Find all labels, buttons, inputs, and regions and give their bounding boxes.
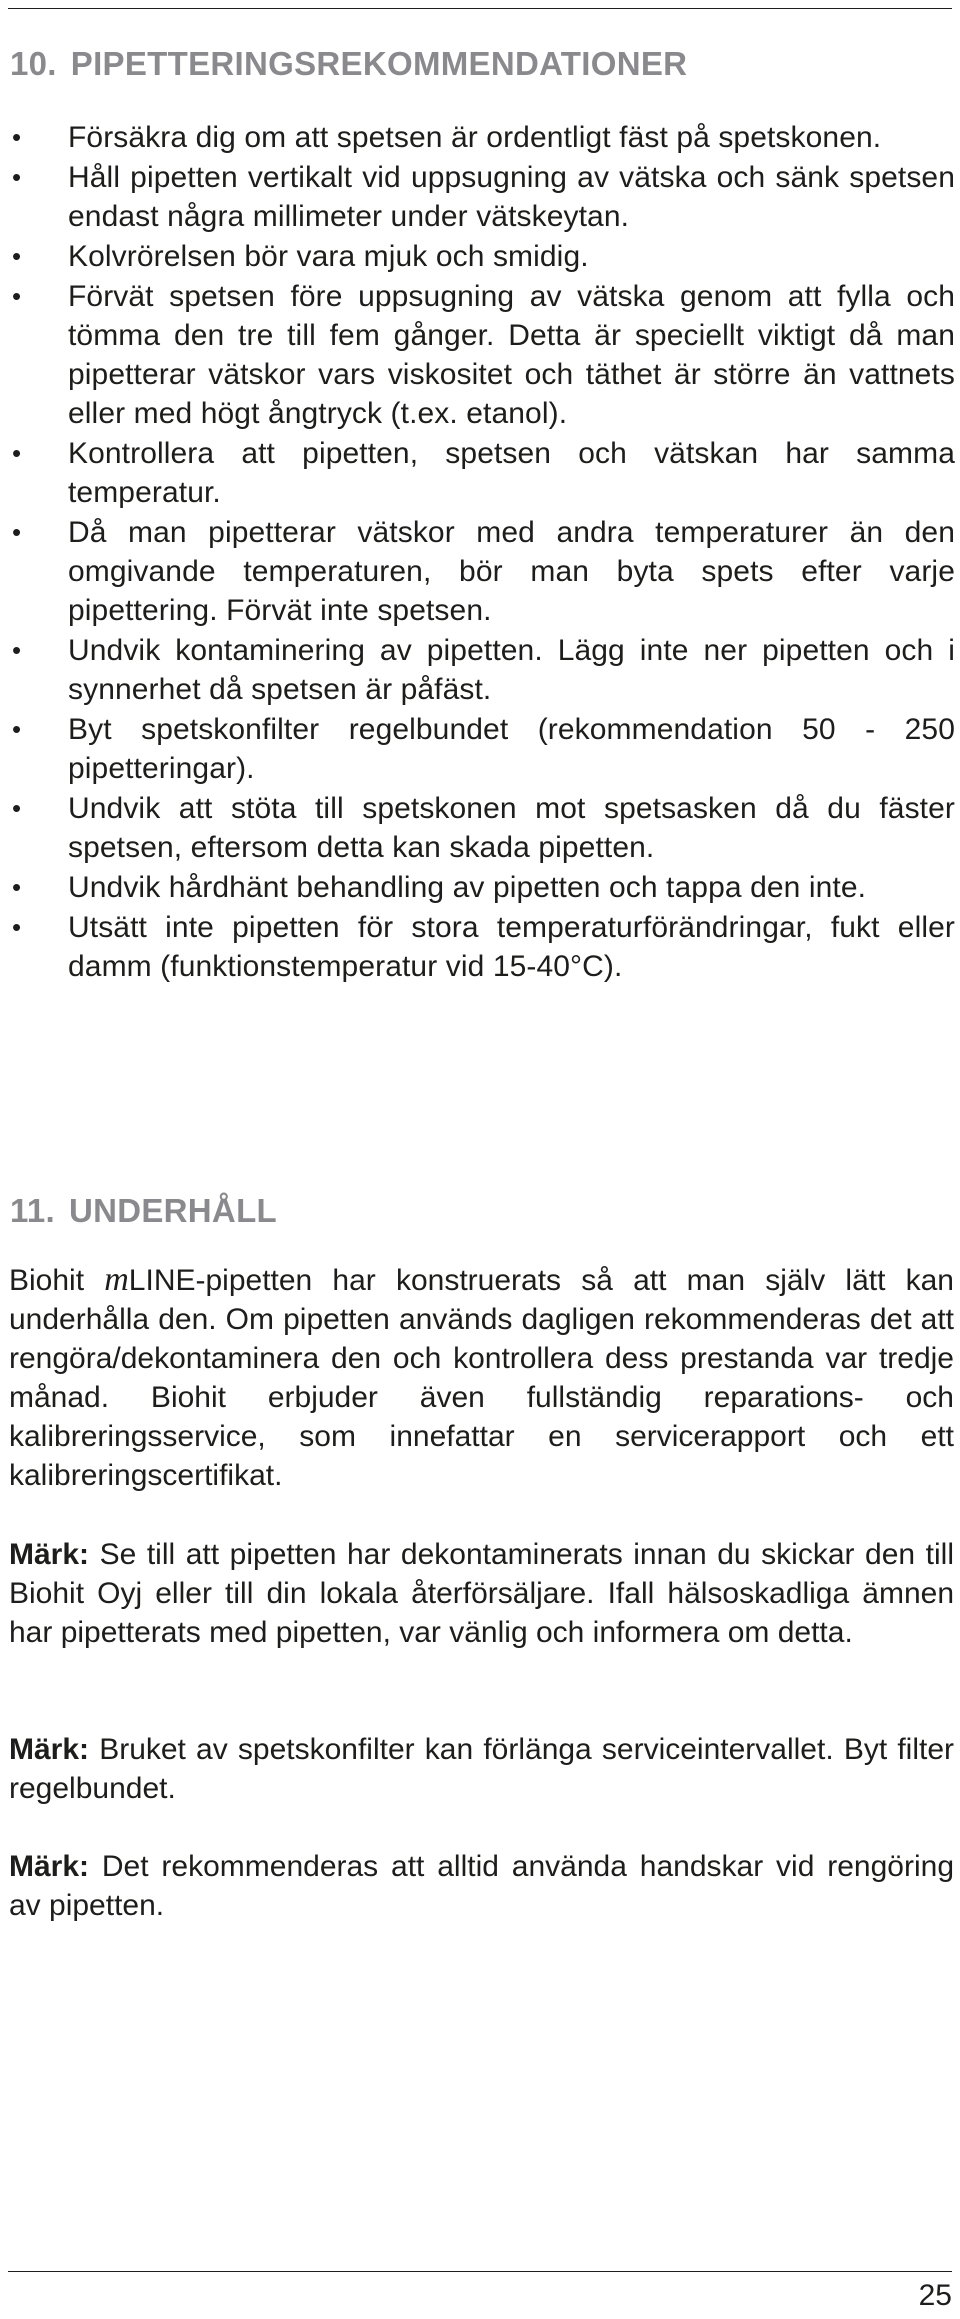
note-text: Bruket av spetskonfilter kan förlänga serviceintervallet. Byt filter regelbundet. <box>9 1733 954 1805</box>
section-11-number: 11. <box>10 1192 55 1229</box>
section-10-title: PIPETTERINGSREKOMMENDATIONER <box>70 45 688 82</box>
list-item-text: Kolvrörelsen bör vara mjuk och smidig. <box>68 240 589 273</box>
bullet-icon: • <box>12 162 22 192</box>
note-label: Märk: <box>9 1733 90 1766</box>
bullet-icon: • <box>12 281 22 311</box>
list-item-text: Undvik att stöta till spetskonen mot spetsasken då du fäster spetsen, eftersom detta kan skada pipetten. <box>68 792 955 864</box>
bullet-icon: • <box>12 714 22 744</box>
section-11-heading <box>10 1191 277 1231</box>
list-item <box>0 434 955 512</box>
list-item <box>0 710 955 788</box>
note-label: Märk: <box>9 1850 90 1883</box>
list-item <box>0 908 955 986</box>
list-item <box>0 513 955 630</box>
bullet-icon: • <box>12 872 22 902</box>
note-label: Märk: <box>9 1538 90 1571</box>
list-item <box>0 158 955 236</box>
note-text: Se till att pipetten har dekontaminerats innan du skickar den till Biohit Oyj eller till din lokala återförsäljare. Ifall hälsoskadliga ämnen har pipetterats med pipetten, var vänlig och informera om detta. <box>9 1538 954 1649</box>
list-item-text: Förvät spetsen före uppsugning av vätska genom att fylla och tömma den tre till fem gånger. Detta är speciellt viktigt då man pipetterar vätskor vars viskositet och täthet är större än vattnets eller med högt ångtryck (t.ex. etanol). <box>68 280 955 430</box>
bullet-icon: • <box>12 635 22 665</box>
bullet-icon: • <box>12 438 22 468</box>
intro-text-start: Biohit <box>9 1264 105 1297</box>
list-item <box>0 631 955 709</box>
bullet-icon: • <box>12 912 22 942</box>
pipetting-recommendations-list <box>0 118 955 987</box>
list-item-text: Undvik kontaminering av pipetten. Lägg inte ner pipetten och i synnerhet då spetsen är påfäst. <box>68 634 955 706</box>
list-item-text: Utsätt inte pipetten för stora temperaturförändringar, fukt eller damm (funktionstemperatur vid 15-40°C). <box>68 911 955 983</box>
note-paragraph <box>9 1847 954 1925</box>
bullet-icon: • <box>12 241 22 271</box>
bullet-icon: • <box>12 793 22 823</box>
list-item <box>0 277 955 433</box>
note-paragraph <box>9 1730 954 1808</box>
page-number: 25 <box>918 2279 952 2312</box>
list-item-text: Då man pipetterar vätskor med andra temperaturer än den omgivande temperaturen, bör man byta spets efter varje pipettering. Förvät inte spetsen. <box>68 516 955 627</box>
bullet-icon: • <box>12 517 22 547</box>
list-item-text: Undvik hårdhänt behandling av pipetten och tappa den inte. <box>68 871 867 904</box>
list-item <box>0 789 955 867</box>
maintenance-intro-paragraph <box>9 1260 954 1495</box>
section-11-title: UNDERHÅLL <box>68 1192 277 1229</box>
list-item-text: Kontrollera att pipetten, spetsen och vätskan har samma temperatur. <box>68 437 955 509</box>
list-item-text: Håll pipetten vertikalt vid uppsugning av vätska och sänk spetsen endast några millimeter under vätskeytan. <box>68 161 955 233</box>
section-10-heading <box>10 44 687 84</box>
list-item-text: Byt spetskonfilter regelbundet (rekommendation 50 - 250 pipetteringar). <box>68 713 955 785</box>
section-10-number: 10. <box>10 45 57 82</box>
note-text: Det rekommenderas att alltid använda handskar vid rengöring av pipetten. <box>9 1850 954 1922</box>
list-item <box>0 868 955 907</box>
list-item <box>0 118 955 157</box>
bottom-divider <box>8 2271 952 2272</box>
intro-text-rest: LINE-pipetten har konstruerats så att man själv lätt kan underhålla den. Om pipetten används dagligen rekommenderas det att rengöra/dekontaminera den och kontrollera dess prestanda var tredje månad. Biohit erbjuder även fullständig reparations- och kalibreringsservice, som innefattar en servicerapport och ett kalibreringscertifikat. <box>9 1264 954 1492</box>
bullet-icon: • <box>12 122 22 152</box>
note-paragraph <box>9 1535 954 1652</box>
list-item <box>0 237 955 276</box>
mline-m-logo: m <box>104 1261 129 1298</box>
list-item-text: Försäkra dig om att spetsen är ordentligt fäst på spetskonen. <box>68 121 882 154</box>
top-divider <box>8 8 952 9</box>
